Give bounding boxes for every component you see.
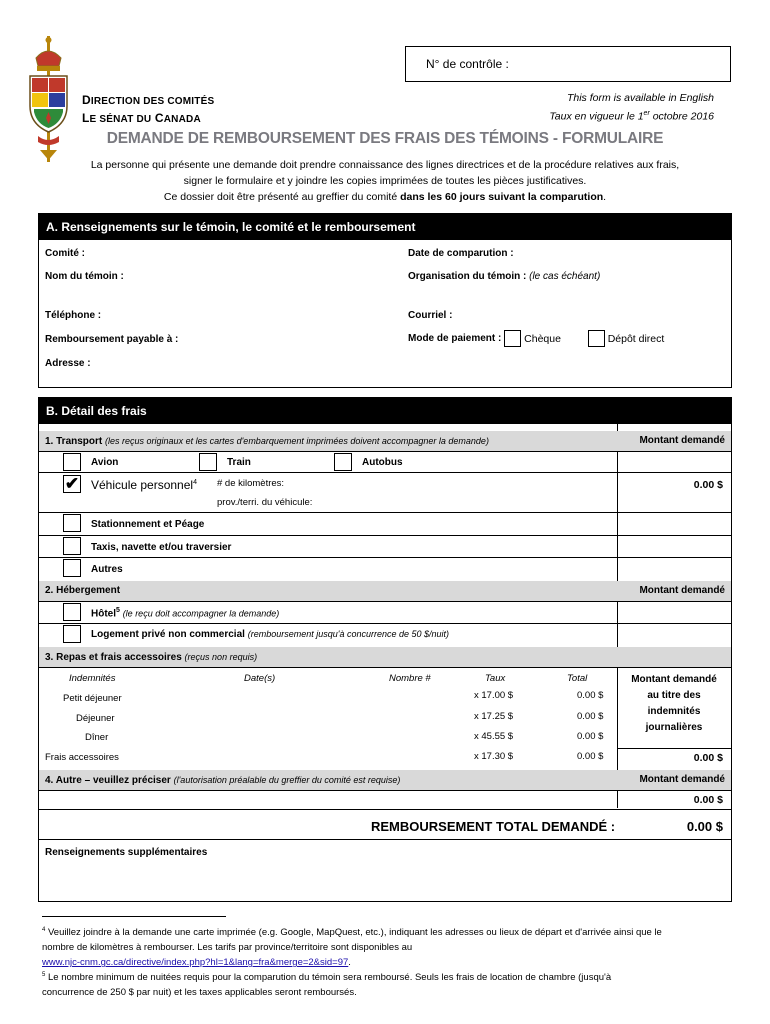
autres-checkbox[interactable] (63, 559, 81, 577)
remboursement-field[interactable]: Remboursement payable à : (45, 334, 179, 345)
control-number-field[interactable] (405, 46, 731, 82)
logement-label: Logement privé non commercial (remboursement jusqu'à concurrence de 50 $/nuit) (91, 629, 450, 640)
autobus-checkbox[interactable] (334, 453, 352, 471)
logement-checkbox[interactable] (63, 625, 81, 643)
meal-diner: Dîner (85, 732, 109, 743)
total-value: 0.00 $ (686, 819, 723, 834)
stationnement-label: Stationnement et Péage (91, 519, 205, 530)
section-b-title: B. Détail des frais (39, 398, 731, 424)
taxis-label: Taxis, navette et/ou traversier (91, 542, 232, 553)
stationnement-checkbox[interactable] (63, 514, 81, 532)
meal-taux-2: x 17.25 $ (474, 711, 514, 722)
autobus-label: Autobus (362, 457, 403, 468)
organisation-field[interactable]: Organisation du témoin : (le cas échéant) (408, 271, 601, 282)
cheque-label: Chèque (524, 332, 561, 345)
intro-text: La personne qui présente une demande doit prendre connaissance des lignes directrices et de la procédure relatives aux frais, signer le formulaire et y joindre les copies imprimées de toutes les pièces justificatives. Ce dossier doit être présenté au greffier du comité dans les 60 jours suivant la comparution. (90, 159, 680, 203)
telephone-field[interactable]: Téléphone : (45, 310, 102, 321)
english-availability-note: This form is available in English Taux en vigueur le 1er octobre 2016 (549, 92, 714, 123)
meal-frais-accessoires: Frais accessoires (45, 752, 119, 763)
vehicule-amount[interactable]: 0.00 $ (693, 479, 723, 491)
train-label: Train (227, 457, 251, 468)
mode-paiement: Mode de paiement : Chèque Dépôt direct (408, 330, 664, 347)
meal-total-1: 0.00 $ (577, 690, 604, 701)
depot-checkbox[interactable] (588, 330, 605, 347)
direction-block: DIRECTION DES COMITÉS LE SÉNAT DU CANADA (82, 93, 215, 125)
col-indemnites: Indemnités (69, 673, 116, 684)
meal-taux-1: x 17.00 $ (474, 690, 514, 701)
comite-field[interactable]: Comité : (45, 248, 85, 259)
autre-amount[interactable]: 0.00 $ (693, 794, 723, 806)
vehicule-checkbox[interactable] (63, 475, 81, 493)
autre-header: 4. Autre – veuillez préciser (l'autorisation préalable du greffier du comité est requise) Montant demandé (39, 770, 731, 790)
col-dates: Date(s) (244, 673, 276, 684)
meal-total-2: 0.00 $ (577, 711, 604, 722)
checkmark-icon: ✔ (64, 474, 80, 493)
section-b (38, 397, 732, 902)
meal-petit-dejeuner: Petit déjeuner (63, 693, 122, 704)
meal-amount[interactable]: 0.00 $ (693, 752, 723, 764)
meal-taux-4: x 17.30 $ (474, 751, 514, 762)
date-field[interactable]: Date de comparution : (408, 248, 514, 259)
col-nombre: Nombre # (389, 673, 431, 684)
meal-total-4: 0.00 $ (577, 751, 604, 762)
repas-header: 3. Repas et frais accessoires (reçus non requis) (39, 647, 731, 667)
taxis-checkbox[interactable] (63, 537, 81, 555)
autres-label: Autres (91, 564, 123, 575)
meal-taux-3: x 45.55 $ (474, 731, 514, 742)
hebergement-header: 2. Hébergement Montant demandé (39, 581, 731, 601)
section-a-title: A. Renseignements sur le témoin, le comité et le remboursement (39, 214, 731, 240)
adresse-field[interactable]: Adresse : (45, 358, 91, 369)
control-number-label: N° de contrôle : (426, 57, 509, 71)
avion-checkbox[interactable] (63, 453, 81, 471)
km-field[interactable]: # de kilomètres: (217, 478, 285, 489)
footnote-4: $^4$ Veuillez joindre à la demande une carte imprimée (e.g. Google, MapQuest, etc.), indiquant les adresses ou lieux de départ et d'arrivée ainsi que le nombre de kilomètres à rembourser. Les tarifs par province/territoire sont disponibles au www.njc-cnm.gc.ca/directive/index.php?hl=1&lang=fra&merge=2&sid=97. (42, 927, 662, 969)
njc-link[interactable]: www.njc-cnm.gc.ca/directive/index.php?hl=1&lang=fra&merge=2&sid=97 (42, 957, 349, 969)
meal-dejeuner: Déjeuner (76, 713, 115, 724)
col-taux: Taux (485, 673, 506, 684)
section-a (38, 213, 732, 388)
vehicule-label: Véhicule personnel$^4$ (91, 478, 197, 492)
meal-total-3: 0.00 $ (577, 731, 604, 742)
col-total: Total (567, 673, 588, 684)
train-checkbox[interactable] (199, 453, 217, 471)
cheque-checkbox[interactable] (504, 330, 521, 347)
avion-label: Avion (91, 457, 119, 468)
total-label: REMBOURSEMENT TOTAL DEMANDÉ : (371, 819, 616, 834)
prov-field[interactable]: prov./terri. du véhicule: (217, 497, 313, 508)
hotel-checkbox[interactable] (63, 603, 81, 621)
page-title: DEMANDE DE REMBOURSEMENT DES FRAIS DES TÉMOINS - FORMULAIRE (106, 130, 664, 147)
nom-field[interactable]: Nom du témoin : (45, 271, 124, 282)
transport-header: 1. Transport (les reçus originaux et les cartes d'embarquement imprimées doivent accompagner la demande) Montant demandé (39, 431, 731, 451)
courriel-field[interactable]: Courriel : (408, 310, 453, 321)
depot-label: Dépôt direct (607, 332, 665, 345)
supplementaires-field[interactable]: Renseignements supplémentaires (45, 847, 208, 858)
footnote-5: $^5$ Le nombre minimum de nuitées requis pour la comparution du témoin sera remboursé. Seuls les frais de location de chambre (jusqu'à concurrence de 250 $ par nuit) et les taxes applicables seront remboursés. (42, 972, 612, 999)
hotel-label: Hôtel$^5$ (le reçu doit accompagner la demande) (91, 607, 280, 620)
meal-amount-heading: Montant demandé au titre des indemnités journalières (631, 674, 717, 733)
